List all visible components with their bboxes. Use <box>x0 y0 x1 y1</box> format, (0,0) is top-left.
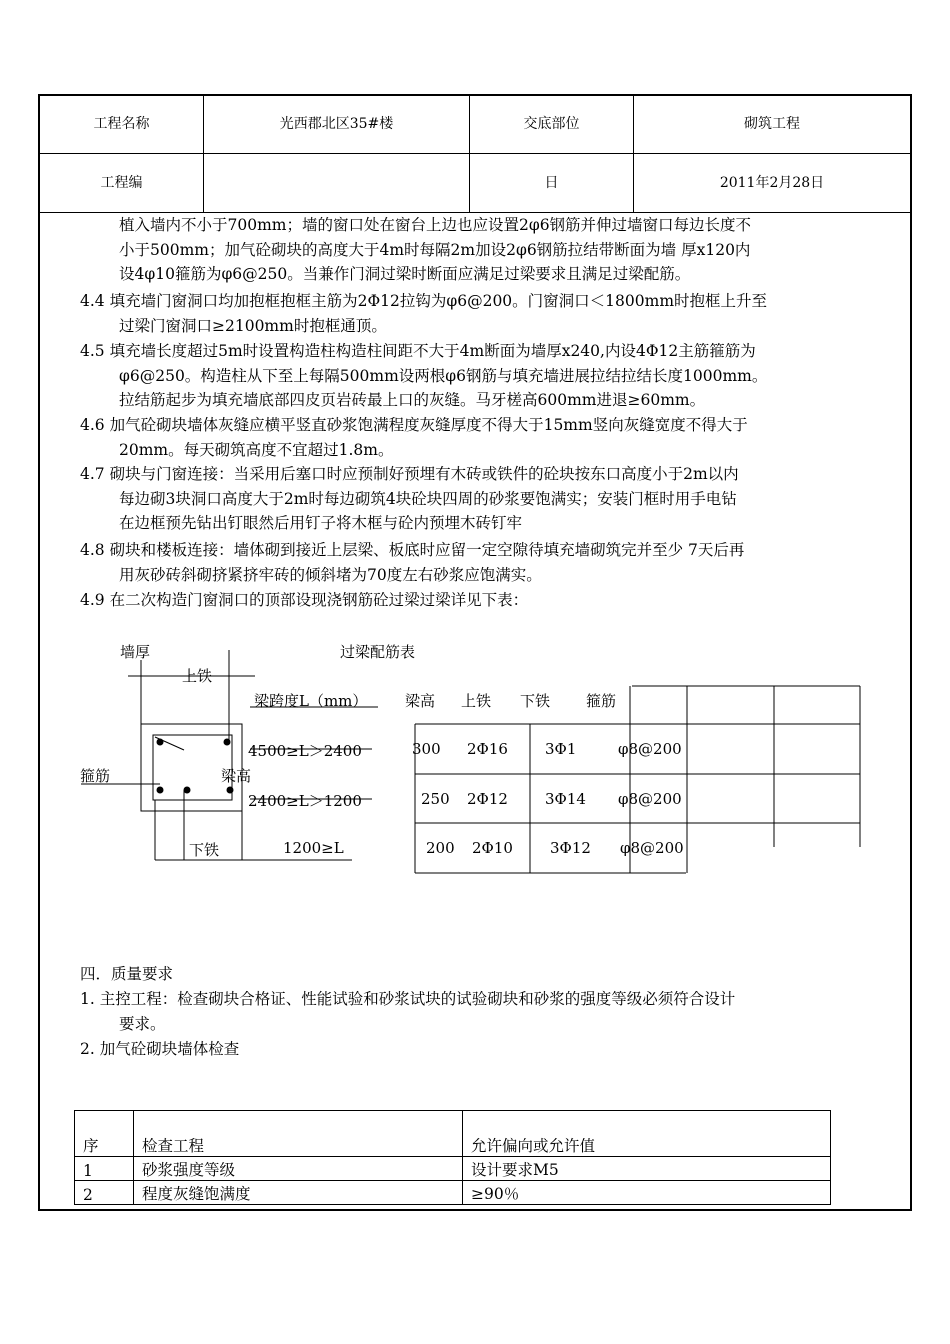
table-row <box>75 1157 831 1181</box>
item-line: φ6@250。构造柱从下至上每隔500mm设两根φ6钢筋与填充墙进展拉结拉结长度1000mm。 <box>119 366 768 385</box>
date-label: 日 <box>544 175 559 191</box>
item-line: 4.8 砌块和楼板连接：墙体砌到接近上层梁、板底时应留一定空隙待填充墙砌筑完并至少 7天后再 <box>80 541 745 559</box>
intro-line: 设4φ10箍筋为φ6@250。当兼作门洞过梁时断面应满足过梁要求且满足过梁配筋。 <box>119 265 691 283</box>
row-bottom: 3Φ1 <box>545 740 577 758</box>
quality-heading: 四．质量要求 <box>80 965 174 983</box>
header-cell: 检查工程 <box>134 1111 463 1157</box>
top-bar-label: 上铁 <box>182 667 213 685</box>
col-stirrup-header: 箍筋 <box>586 692 617 710</box>
header-cell: 允许偏向或允许值 <box>463 1111 831 1157</box>
handover-part-label: 交底部位 <box>523 116 580 132</box>
row-span: 2400≥L＞1200 <box>248 792 362 810</box>
handover-part-value: 砌筑工程 <box>744 116 800 132</box>
project-no-label: 工程编 <box>100 175 143 191</box>
col-bottom-header: 下铁 <box>520 692 551 710</box>
item-line: 拉结筋起步为填充墙底部四皮页岩砖最上口的灰缝。马牙槎高600mm进退≥60mm。 <box>119 391 706 409</box>
item-line: 过梁门窗洞口≥2100mm时抱框通顶。 <box>119 316 387 335</box>
row-top: 2Φ16 <box>467 740 508 758</box>
inspection-table <box>74 1110 831 1205</box>
row-stirrup: φ8@200 <box>618 790 682 808</box>
item-line: 用灰砂砖斜砌挤紧挤牢砖的倾斜堵为70度左右砂浆应饱满实。 <box>119 565 542 584</box>
row-top: 2Φ10 <box>472 839 513 857</box>
item-line: 4.5 填充墙长度超过5m时设置构造柱构造柱间距不大于4m断面为墙厚x240,内设4Φ12主筋箍筋为 <box>80 342 756 360</box>
item-line: 4.7 砌块与门窗连接：当采用后塞口时应预制好预埋有木砖或铁件的砼块按东口高度小于2m以内 <box>80 465 739 483</box>
row-height: 300 <box>412 740 441 758</box>
item-line: 4.4 填充墙门窗洞口均加抱框抱框主筋为2Φ12拉钩为φ6@200。门窗洞口＜1800mm时抱框上升至 <box>80 292 768 310</box>
row-span: 4500≥L＞2400 <box>248 742 362 760</box>
cell: ≥90％ <box>463 1181 831 1205</box>
bottom-bar-dot <box>157 787 164 794</box>
row-height: 200 <box>426 839 455 857</box>
item-line: 4.9 在二次构造门窗洞口的顶部设现浇钢筋砼过梁过梁详见下表： <box>80 591 529 609</box>
date-value: 2011年2月28日 <box>719 175 825 191</box>
bottom-bar-label: 下铁 <box>189 841 220 859</box>
inspection-header-row <box>75 1111 831 1157</box>
wall-thickness-label: 墙厚 <box>120 643 151 661</box>
intro-line: 小于500mm；加气砼砌块的高度大于4m时每隔2m加设2φ6钢筋拉结带断面为墙 厚x120内 <box>119 240 751 259</box>
beam-height-label: 梁高 <box>221 767 252 785</box>
cell: 砂浆强度等级 <box>134 1157 463 1181</box>
row-bottom: 3Φ12 <box>550 839 591 857</box>
item-line: 每边砌3块洞口高度大于2m时每边砌筑4块砼块四周的砂浆要饱满实；安装门框时用手电钻 <box>119 489 737 508</box>
project-name-value: 光西郡北区35#楼 <box>279 116 394 132</box>
project-name-label: 工程名称 <box>93 116 150 132</box>
bottom-bar-dot <box>184 787 191 794</box>
quality-item-2: 2. 加气砼砌块墙体检查 <box>80 1040 240 1058</box>
row-height: 250 <box>421 790 450 808</box>
top-bar-dot <box>157 739 164 746</box>
intro-line: 植入墙内不小于700mm；墙的窗口处在窗台上边也应设置2φ6钢筋并伸过墙窗口每边长度不 <box>119 216 752 234</box>
col-top-header: 上铁 <box>461 692 492 710</box>
header-cell: 序 <box>75 1111 134 1157</box>
col-height-header: 梁高 <box>405 692 436 710</box>
lintel-table-title: 过梁配筋表 <box>340 643 416 661</box>
cell: 程度灰缝饱满度 <box>134 1181 463 1205</box>
item-line: 4.6 加气砼砌块墙体灰缝应横平竖直砂浆饱满程度灰缝厚度不得大于15mm竖向灰缝宽度不得大于 <box>80 416 748 434</box>
cell: 设计要求M5 <box>463 1157 831 1181</box>
quality-item-1: 1. 主控工程：检查砌块合格证、性能试验和砂浆试块的试验砌块和砂浆的强度等级必须符合设计 <box>80 990 736 1008</box>
cell: 2 <box>75 1181 134 1205</box>
table-row <box>75 1181 831 1205</box>
row-stirrup: φ8@200 <box>620 839 684 857</box>
item-line: 20mm。每天砌筑高度不宜超过1.8m。 <box>119 440 394 459</box>
stirrup-label: 箍筋 <box>80 767 111 785</box>
quality-item-1-cont: 要求。 <box>119 1015 166 1033</box>
row-stirrup: φ8@200 <box>618 740 682 758</box>
row-top: 2Φ12 <box>467 790 508 808</box>
row-span: 1200≥L <box>283 839 344 857</box>
cell: 1 <box>75 1157 134 1181</box>
bottom-bar-dot <box>227 787 234 794</box>
row-bottom: 3Φ14 <box>545 790 586 808</box>
item-line: 在边框预先钻出钉眼然后用钉子将木框与砼内预埋木砖钉牢 <box>119 514 523 532</box>
col-span-header: 梁跨度L（mm） <box>254 692 368 710</box>
